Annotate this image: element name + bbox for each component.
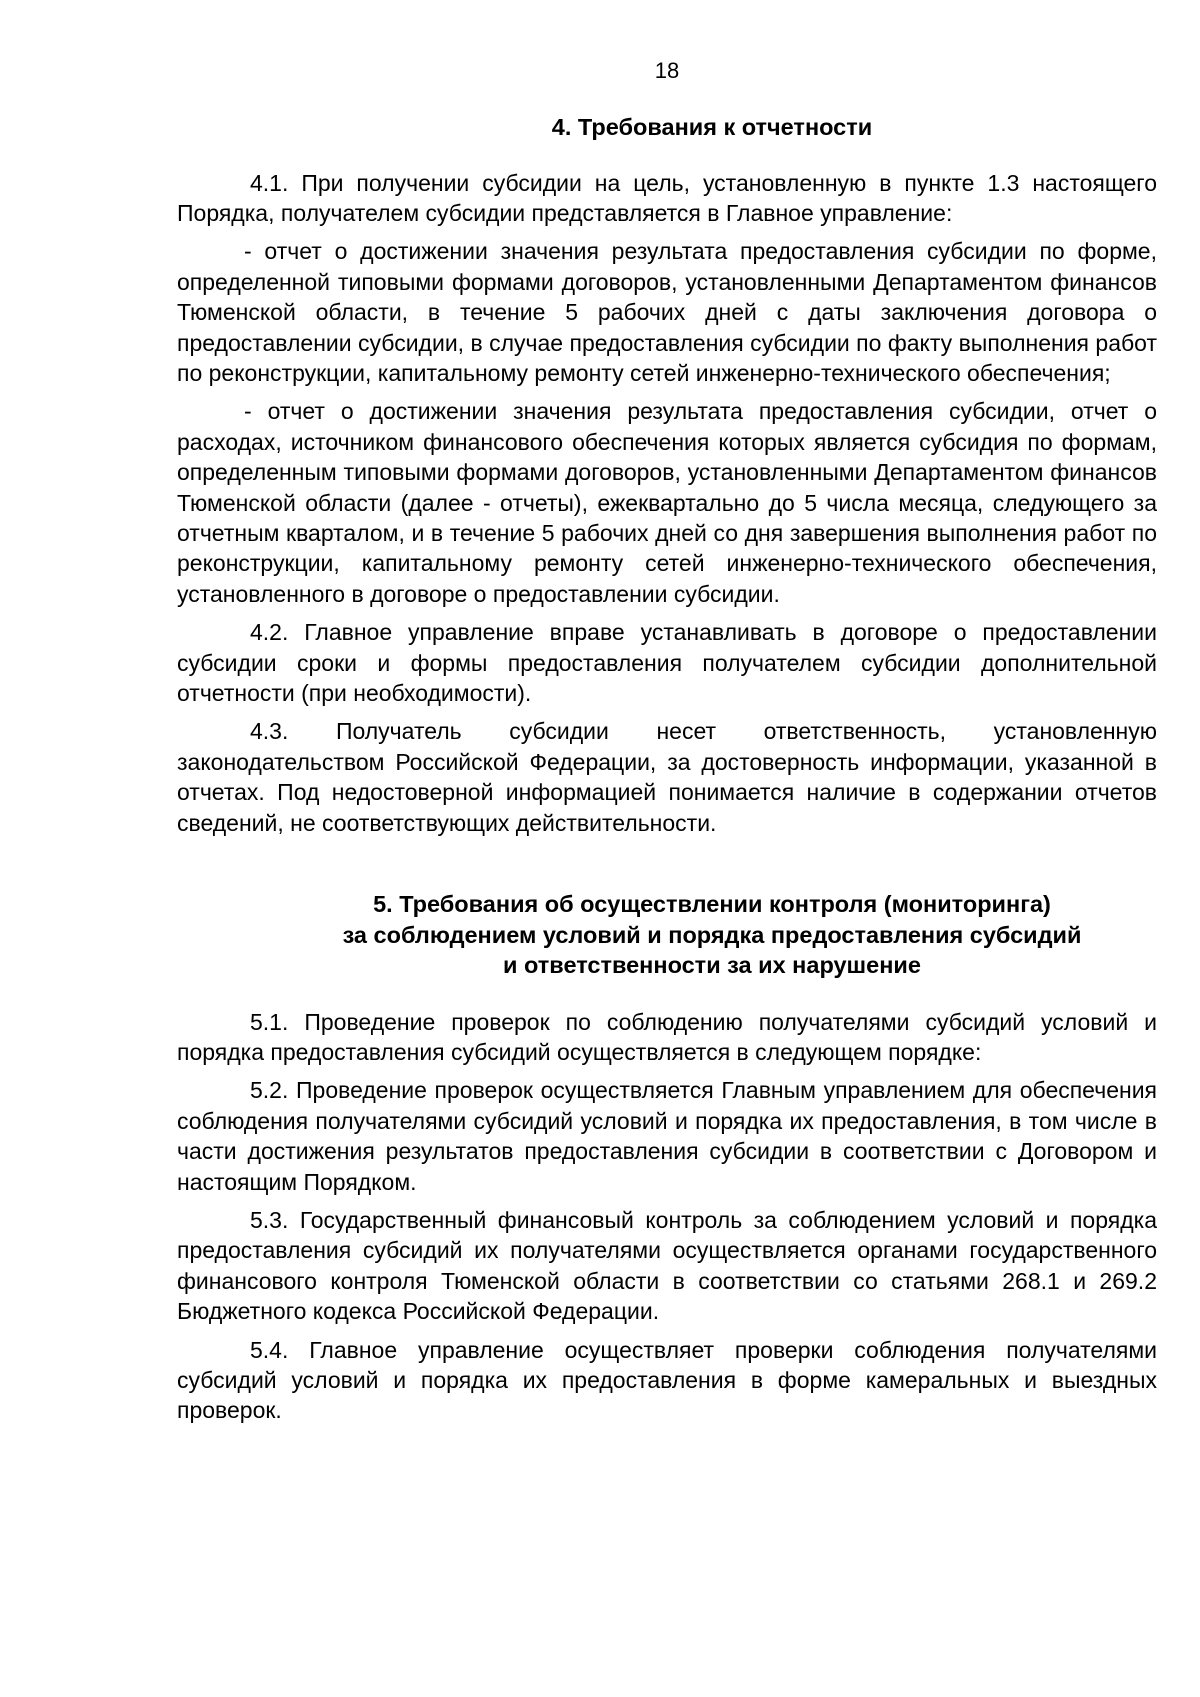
paragraph-4-1-item-2: - отчет о достижении значения результата предоставления субсидии, отчет о расходах, источником финансового обеспечения которых является субсидия по формам, определенным типовыми формами договоров, установленными Департаментом финансов Тюменской области (далее - отчеты), ежеквартально до 5 числа месяца, следующего за отчетным кварталом, и в течение 5 рабочих дней со дня завершения выполнения работ по реконструкции, капитальному ремонту сетей инженерно-технического обеспечения, установленного в договоре о предоставлении субсидии. (177, 398, 1157, 607)
section-4-title: 4. Требования к отчетности (551, 114, 873, 140)
document-body (177, 112, 1157, 1434)
paragraph-5-2: 5.2. Проведение проверок осуществляется Главным управлением для обеспечения соблюдения получателями субсидий условий и порядка их предоставления, в том числе в части достижения результатов предоставления субсидии в соответствии с Договором и настоящим Порядком. (177, 1077, 1157, 1195)
section-5-title-line-2: за соблюдением условий и порядка предоставления субсидий (342, 921, 1082, 948)
paragraph-4-3: 4.3. Получатель субсидии несет ответственность, установленную законодательством Российской Федерации, за достоверность информации, указанной в отчетах. Под недостоверной информацией понимается наличие в содержании отчетов сведений, не соответствующих действительности. (177, 718, 1157, 836)
paragraph-4-2: 4.2. Главное управление вправе устанавливать в договоре о предоставлении субсидии сроки и формы предоставления получателем субсидии дополнительной отчетности (при необходимости). (177, 619, 1157, 706)
paragraph-5-1: 5.1. Проведение проверок по соблюдению получателями субсидий условий и порядка предоставления субсидий осуществляется в следующем порядке: (177, 1008, 1157, 1065)
section-5-title-line-3: и ответственности за их нарушение (503, 952, 921, 979)
page-number: 18 (654, 58, 680, 83)
section-5-title-line-1: 5. Требования об осуществлении контроля (мониторинга) (373, 891, 1051, 918)
paragraph-5-4: 5.4. Главное управление осуществляет проверки соблюдения получателями субсидий условий и порядка их предоставления в форме камеральных и выездных проверок. (177, 1336, 1157, 1424)
paragraph-5-3: 5.3. Государственный финансовый контроль за соблюдением условий и порядка предоставления субсидий их получателями осуществляется органами государственного финансового контроля Тюменской области в соответствии со статьями 268.1 и 269.2 Бюджетного кодекса Российской Федерации. (177, 1206, 1157, 1325)
paragraph-4-1: 4.1. При получении субсидии на цель, установленную в пункте 1.3 настоящего Порядка, получателем субсидии представляется в Главное управление: (177, 169, 1157, 226)
section-5-title (222, 889, 1200, 981)
paragraph-4-1-item-1: - отчет о достижении значения результата предоставления субсидии по форме, определенной типовыми формами договоров, установленными Департаментом финансов Тюменской области, в течение 5 рабочих дней с даты заключения договора о предоставлении субсидии, в случае предоставления субсидии по факту выполнения работ по реконструкции, капитальному ремонту сетей инженерно-технического обеспечения; (177, 238, 1157, 386)
